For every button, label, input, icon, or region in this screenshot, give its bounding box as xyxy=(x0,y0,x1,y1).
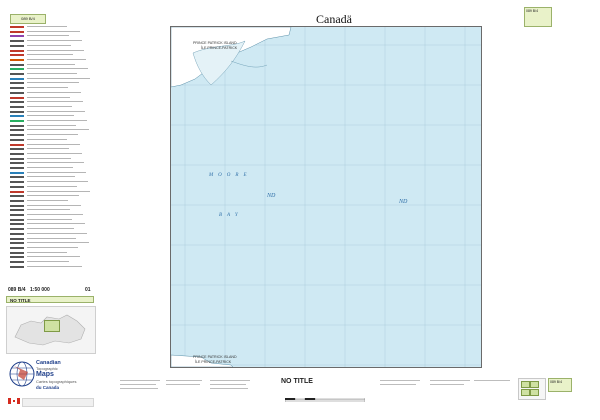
legend-row xyxy=(10,247,96,250)
legend-row xyxy=(10,106,96,109)
legend-row xyxy=(10,31,96,34)
legend-row xyxy=(10,129,96,132)
legend-edition-number: 01 xyxy=(85,287,91,293)
legend-description xyxy=(27,148,69,149)
legend-row xyxy=(10,266,96,269)
legend-row xyxy=(10,45,96,48)
legend-description xyxy=(27,223,85,224)
legend-description xyxy=(27,120,87,121)
legend-description xyxy=(27,219,72,220)
canada-wordmark: Canadä xyxy=(316,12,352,26)
island-label-bottom-sub: ÎLE PRINCE-PATRICK xyxy=(195,360,232,364)
legend-row xyxy=(10,186,96,189)
legend-row xyxy=(10,176,96,179)
legend-description xyxy=(27,266,82,267)
legend-symbol xyxy=(10,205,24,207)
credit-text-block xyxy=(430,380,470,381)
water-label-moore: MOORE xyxy=(209,173,252,178)
legend-symbol xyxy=(10,214,24,216)
legend-description xyxy=(27,50,84,51)
legend-description xyxy=(27,45,71,46)
legend-symbol xyxy=(10,125,24,127)
legend-description xyxy=(27,209,70,210)
legend-row xyxy=(10,68,96,71)
legend-row xyxy=(10,97,96,100)
legend-symbol xyxy=(10,106,24,108)
legend-description xyxy=(27,238,76,239)
legend-description xyxy=(27,195,79,196)
globe-icon xyxy=(8,358,36,390)
adjoining-sheet-cell xyxy=(530,381,539,388)
legend-symbol xyxy=(10,144,24,146)
legend-row xyxy=(10,209,96,212)
legend-symbol xyxy=(10,78,24,80)
logo-text-canadian: Canadian xyxy=(36,360,61,366)
legend-symbol xyxy=(10,261,24,263)
legend-row xyxy=(10,148,96,151)
adjoining-sheets-index xyxy=(518,378,546,400)
legend-description xyxy=(27,129,89,130)
legend-description xyxy=(27,176,75,177)
legend-symbol xyxy=(10,26,24,28)
legend-symbol xyxy=(10,129,24,131)
legend-row xyxy=(10,78,96,81)
legend-row xyxy=(10,64,96,67)
legend-description xyxy=(27,111,85,112)
legend-description xyxy=(27,214,83,215)
nd-label-2: ND xyxy=(399,199,408,205)
legend-symbol xyxy=(10,111,24,113)
legend-row xyxy=(10,125,96,128)
legend-symbol xyxy=(10,87,24,89)
credit-text-block xyxy=(120,380,160,381)
legend-description xyxy=(27,40,82,41)
sheet-code-top-right: 089 B/4 xyxy=(524,7,552,27)
logo-text-cartes: Cartes topographiques xyxy=(36,379,77,384)
adjoining-sheet-cell xyxy=(521,381,530,388)
legend-description xyxy=(27,106,72,107)
legend-description xyxy=(27,228,74,229)
credit-text-block xyxy=(210,388,248,389)
legend-row xyxy=(10,228,96,231)
legend-symbol xyxy=(10,101,24,103)
legend-description xyxy=(27,153,82,154)
legend-symbol xyxy=(10,148,24,150)
legend-row xyxy=(10,200,96,203)
nd-label-1: ND xyxy=(267,193,276,199)
legend-row xyxy=(10,40,96,43)
island-label-top: PRINCE PATRICK ISLAND xyxy=(193,41,237,45)
legend-row xyxy=(10,54,96,57)
legend-row xyxy=(10,101,96,104)
legend-description xyxy=(27,181,88,182)
legend-symbol xyxy=(10,219,24,221)
legend-description xyxy=(27,92,81,93)
legend-description xyxy=(27,54,73,55)
legend-description xyxy=(27,115,74,116)
legend-row xyxy=(10,35,96,38)
legend-symbol xyxy=(10,64,24,66)
legend-row xyxy=(10,205,96,208)
legend-symbol xyxy=(10,40,24,42)
credit-text-block xyxy=(380,380,420,381)
legend-footer-strip xyxy=(22,398,94,407)
credit-text-block xyxy=(120,388,158,389)
legend-description xyxy=(27,64,75,65)
legend-description xyxy=(27,73,77,74)
legend-row xyxy=(10,111,96,114)
legend-description xyxy=(27,261,69,262)
credit-text-block xyxy=(166,384,200,385)
legend-title-box: NO TITLE xyxy=(6,296,94,303)
legend-description xyxy=(27,68,88,69)
legend-description xyxy=(27,167,73,168)
legend-row xyxy=(10,261,96,264)
map-title-bottom: NO TITLE xyxy=(281,378,313,385)
legend-description xyxy=(27,26,67,27)
legend-row xyxy=(10,120,96,123)
legend-symbol xyxy=(10,247,24,249)
legend-row xyxy=(10,153,96,156)
legend-description xyxy=(27,31,80,32)
legend-row xyxy=(10,181,96,184)
map-legend xyxy=(4,14,96,269)
legend-description xyxy=(27,191,90,192)
legend-description xyxy=(27,139,67,140)
legend-symbol xyxy=(10,35,24,37)
legend-description xyxy=(27,97,70,98)
legend-symbol xyxy=(10,172,24,174)
legend-row xyxy=(10,172,96,175)
legend-row xyxy=(10,144,96,147)
legend-row xyxy=(10,223,96,226)
sheet-code-bottom-right: 089 B/4 xyxy=(548,378,572,392)
legend-symbol xyxy=(10,162,24,164)
legend-scale: 1:50 000 xyxy=(30,287,50,293)
map-canvas xyxy=(171,27,481,367)
legend-description xyxy=(27,186,77,187)
legend-row xyxy=(10,73,96,76)
legend-symbol xyxy=(10,73,24,75)
legend-description xyxy=(27,158,71,159)
legend-symbol xyxy=(10,45,24,47)
credit-text-block xyxy=(210,380,250,381)
adjoining-sheet-cell xyxy=(521,389,530,396)
legend-description xyxy=(27,125,76,126)
island-label-bottom: PRINCE PATRICK ISLAND xyxy=(193,355,237,359)
legend-description xyxy=(27,35,69,36)
water-label-bay: BAY xyxy=(219,213,243,218)
legend-symbol xyxy=(10,167,24,169)
legend-row xyxy=(10,214,96,217)
legend-row xyxy=(10,115,96,118)
legend-symbol xyxy=(10,228,24,230)
legend-description xyxy=(27,78,90,79)
legend-symbol xyxy=(10,242,24,244)
legend-row xyxy=(10,26,96,29)
legend-symbol xyxy=(10,191,24,193)
legend-description xyxy=(27,172,86,173)
legend-symbol xyxy=(10,176,24,178)
legend-symbol xyxy=(10,233,24,235)
legend-symbol xyxy=(10,266,24,268)
legend-row xyxy=(10,191,96,194)
legend-symbol xyxy=(10,186,24,188)
credit-text-block xyxy=(474,380,510,381)
legend-row xyxy=(10,134,96,137)
legend-row xyxy=(10,82,96,85)
credit-text-block xyxy=(430,384,464,385)
legend-symbol xyxy=(10,97,24,99)
legend-description xyxy=(27,82,79,83)
credit-text-block xyxy=(380,384,416,385)
legend-symbol xyxy=(10,54,24,56)
legend-symbol xyxy=(10,82,24,84)
shore-line-top xyxy=(231,61,267,67)
map-frame xyxy=(170,26,482,368)
legend-symbol xyxy=(10,50,24,52)
legend-row xyxy=(10,59,96,62)
legend-row xyxy=(10,242,96,245)
legend-symbol xyxy=(10,256,24,258)
legend-symbol xyxy=(10,181,24,183)
logo-text-topographic: Topographic xyxy=(36,366,58,371)
legend-row xyxy=(10,139,96,142)
legend-description xyxy=(27,205,81,206)
island-label-top-sub: ÎLE PRINCE-PATRICK xyxy=(201,46,238,50)
legend-symbol xyxy=(10,252,24,254)
legend-symbol xyxy=(10,68,24,70)
legend-symbol xyxy=(10,31,24,33)
legend-row xyxy=(10,256,96,259)
legend-symbol xyxy=(10,92,24,94)
legend-symbol xyxy=(10,200,24,202)
legend-description xyxy=(27,233,87,234)
credit-text-block xyxy=(210,384,246,385)
legend-description xyxy=(27,134,78,135)
legend-row xyxy=(10,87,96,90)
adjoining-sheet-cell xyxy=(530,389,539,396)
canada-flag-icon xyxy=(8,398,20,404)
legend-row xyxy=(10,233,96,236)
legend-symbol xyxy=(10,115,24,117)
legend-symbol xyxy=(10,59,24,61)
legend-symbol xyxy=(10,209,24,211)
legend-symbol xyxy=(10,134,24,136)
legend-description xyxy=(27,242,89,243)
legend-symbol xyxy=(10,158,24,160)
index-map-current-sheet xyxy=(44,320,60,332)
legend-description xyxy=(27,144,80,145)
legend-symbol xyxy=(10,153,24,155)
legend-row xyxy=(10,50,96,53)
scale-bar xyxy=(285,398,365,402)
legend-description xyxy=(27,252,67,253)
legend-symbol xyxy=(10,223,24,225)
legend-description xyxy=(27,59,86,60)
legend-symbol xyxy=(10,120,24,122)
legend-row xyxy=(10,219,96,222)
legend-row xyxy=(10,238,96,241)
legend-description xyxy=(27,162,84,163)
legend-description xyxy=(27,247,78,248)
legend-row xyxy=(10,162,96,165)
logo-text-maps: Maps xyxy=(36,371,54,378)
legend-sheet-code: 089 B/4 xyxy=(10,14,46,24)
legend-row xyxy=(10,92,96,95)
legend-row xyxy=(10,167,96,170)
legend-symbol xyxy=(10,139,24,141)
legend-description xyxy=(27,200,68,201)
legend-description xyxy=(27,101,83,102)
legend-description xyxy=(27,256,80,257)
legend-symbol xyxy=(10,238,24,240)
legend-sheet-number: 089 B/4 xyxy=(8,287,26,293)
credit-text-block xyxy=(166,380,202,381)
legend-symbol xyxy=(10,195,24,197)
credit-text-block xyxy=(120,384,156,385)
legend-row xyxy=(10,158,96,161)
logo-text-du-canada: du Canada xyxy=(36,385,60,390)
legend-row xyxy=(10,252,96,255)
legend-description xyxy=(27,87,68,88)
legend-row xyxy=(10,195,96,198)
